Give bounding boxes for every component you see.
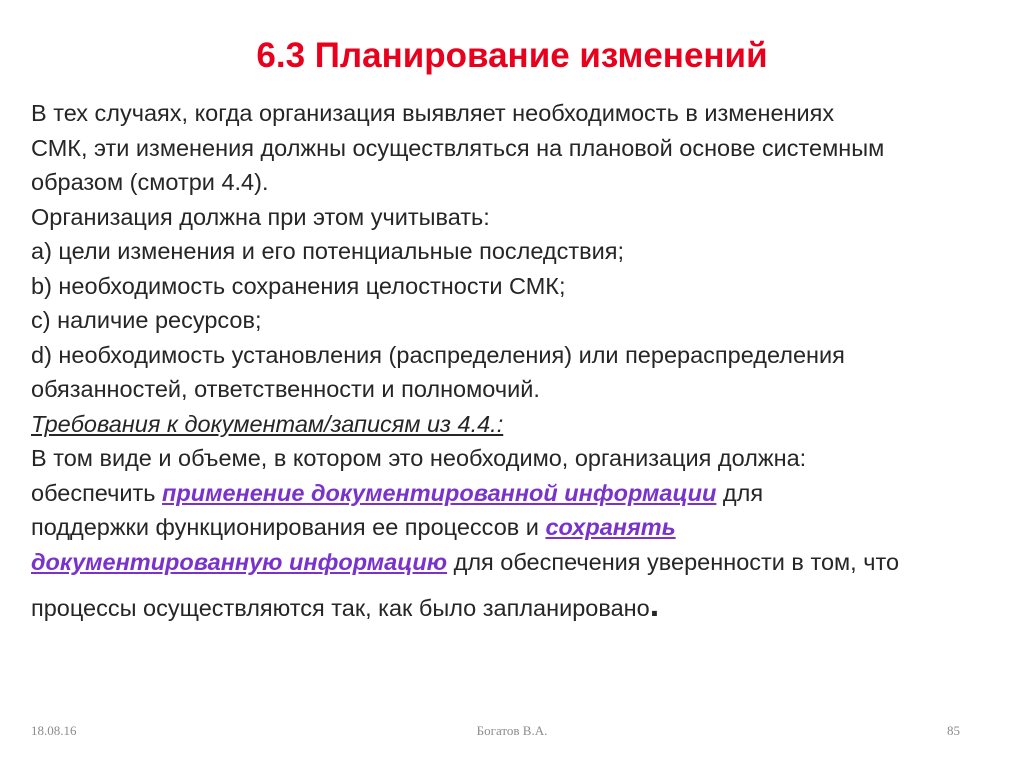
requirements-line-5 <box>31 586 1001 626</box>
req-line-3-start: поддержки функционирования ее процессов и <box>31 514 546 540</box>
intro-line-3: образом (смотри 4.4). <box>31 169 269 195</box>
highlight-retain: сохранять <box>545 514 676 540</box>
slide-body <box>31 96 1001 626</box>
slide-title: 6.3 Планирование изменений <box>256 36 768 75</box>
list-item-a: a) цели изменения и его потенциальные последствия; <box>31 238 624 264</box>
requirements-line-2 <box>31 476 1001 511</box>
intro-line-2: СМК, эти изменения должны осуществляться на плановой основе системным <box>31 134 885 161</box>
requirements-line-3 <box>31 510 1001 545</box>
requirements-line-1: В том виде и объеме, в котором это необходимо, организация должна: <box>31 445 807 471</box>
req-line-4-end: для обеспечения уверенности в том, что <box>447 548 900 575</box>
list-item-d-line-2: обязанностей, ответственности и полномочий. <box>31 376 540 402</box>
list-item-b: b) необходимость сохранения целостности СМК; <box>31 272 566 299</box>
highlight-apply-documented-info: применение документированной информации <box>162 479 717 506</box>
final-period: . <box>649 586 660 624</box>
footer-date: 18.08.16 <box>31 723 77 738</box>
intro-line-1: В тех случаях, когда организация выявляет необходимость в изменениях <box>31 100 835 126</box>
footer-author: Богатов В.А. <box>476 723 548 738</box>
req-line-2-end: для <box>716 479 764 506</box>
highlight-documented-info: документированную информацию <box>31 548 448 575</box>
consider-line: Организация должна при этом учитывать: <box>31 203 490 230</box>
footer-page-number: 85 <box>947 723 960 738</box>
list-item-d-line-1: d) необходимость установления (распределения) или перераспределения <box>31 341 845 368</box>
list-item-c: c) наличие ресурсов; <box>31 307 262 333</box>
requirements-heading <box>31 407 1001 442</box>
requirements-heading-text: Требования к документам/записям из 4.4.: <box>31 410 504 437</box>
requirements-line-4 <box>31 545 1001 580</box>
req-line-5-text: процессы осуществляются так, как было запланировано <box>31 595 650 621</box>
req-line-2-start: обеспечить <box>31 479 163 506</box>
